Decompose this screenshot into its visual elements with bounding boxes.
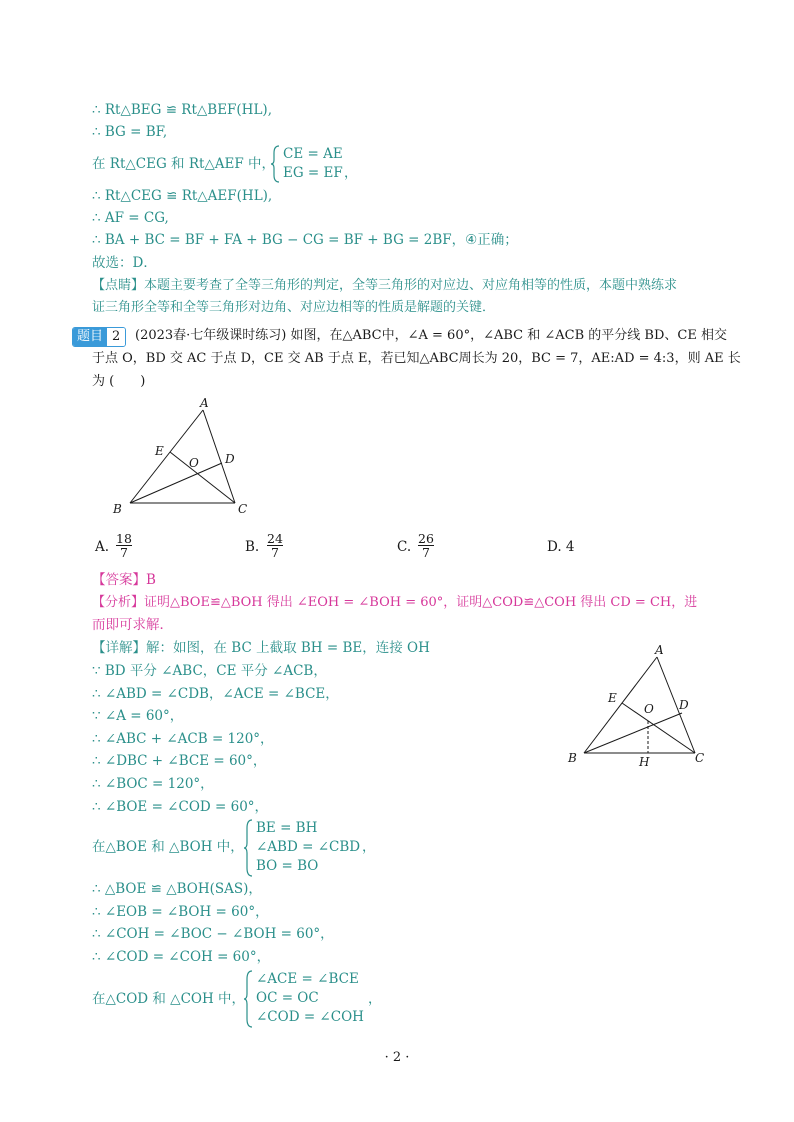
answer: 【答案】B: [92, 572, 156, 588]
option-c-numerator: 26: [418, 531, 434, 546]
proof-line-6: ∴ BA + BC = BF + FA + BG − CG = BF + BG = 2BF，④正确；: [92, 232, 518, 248]
detail-line-1: 【详解】解：如图，在 BC 上截取 BH = BE，连接 OH: [92, 640, 430, 656]
detail-line-7: ∴ ∠BOC = 120°，: [92, 776, 214, 792]
brace-system-3: [244, 970, 254, 1028]
fig2-label-B: B: [568, 751, 577, 765]
proof-line-2: ∴ BG = BF,: [92, 124, 168, 140]
problem-tag-number: 2: [107, 328, 125, 346]
system-1-eq-1: CE = AE: [283, 146, 343, 162]
problem-line-3: 为 ( ): [92, 374, 146, 389]
brace-system-1: [271, 145, 281, 183]
option-b[interactable]: [245, 538, 259, 556]
system-2-eq-3: BO = BO: [256, 858, 319, 874]
analysis-line-2: 而即可求解．: [92, 617, 173, 633]
problem-tag: [72, 327, 126, 347]
hint-line-1: 【点睛】本题主要考查了全等三角形的判定，全等三角形的对应边、对应角相等的性质，本题中熟练求: [92, 278, 678, 293]
fig2-label-A: A: [655, 643, 664, 657]
brace-system-2: [244, 819, 254, 877]
fig2-label-E: E: [608, 691, 617, 705]
option-c-prefix: C.: [397, 539, 412, 555]
system-1-suffix: ，: [344, 165, 358, 181]
option-c[interactable]: [397, 538, 411, 556]
proof-line-7: 故选：D．: [92, 255, 157, 271]
option-c-fraction: [418, 532, 434, 559]
fig2-label-H: H: [639, 755, 650, 769]
detail2-line-3: ∴ ∠COH = ∠BOC − ∠BOH = 60°，: [92, 926, 334, 942]
system-1-eq-2: EG = EF: [283, 165, 343, 181]
fig1-label-A: A: [200, 396, 209, 410]
system-2-suffix: ，: [362, 839, 376, 855]
problem-line-1: (2023春·七年级课时练习) 如图，在△ABC中，∠A = 60°，∠ABC 和 ∠ACB 的平分线 BD、CE 相交: [135, 328, 727, 343]
problem-tag-label: 题目: [73, 328, 107, 346]
option-a[interactable]: [95, 538, 109, 556]
detail-line-4: ∵ ∠A = 60°，: [92, 708, 184, 724]
detail-line-6: ∴ ∠DBC + ∠BCE = 60°，: [92, 753, 267, 769]
analysis-line-1: 【分析】证明△BOE≌△BOH 得出 ∠EOH = ∠BOH = 60°，证明△COD≌△COH 得出 CD = CH，进: [92, 595, 698, 610]
system-2-prefix: 在△BOE 和 △BOH 中，: [92, 839, 244, 855]
fig2-label-C: C: [695, 751, 705, 765]
detail-line-8: ∴ ∠BOE = ∠COD = 60°，: [92, 799, 269, 815]
page-number: · 2 ·: [384, 1050, 410, 1065]
detail-line-3: ∴ ∠ABD = ∠CDB，∠ACE = ∠BCE，: [92, 686, 339, 702]
fig2-label-O: O: [644, 702, 654, 716]
fig1-label-E: E: [155, 444, 164, 458]
detail-line-2: ∵ BD 平分 ∠ABC，CE 平分 ∠ACB，: [92, 663, 327, 679]
option-a-prefix: A.: [95, 539, 110, 555]
system-2-eq-2: ∠ABD = ∠CBD: [256, 839, 361, 855]
system-2-eq-1: BE = BH: [256, 820, 318, 836]
option-b-numerator: 24: [267, 531, 283, 546]
system-3-eq-3: ∠COD = ∠COH: [256, 1009, 364, 1025]
option-c-denominator: 7: [422, 545, 430, 560]
system-3-eq-2: OC = OC: [256, 990, 319, 1006]
detail2-line-2: ∴ ∠EOB = ∠BOH = 60°，: [92, 904, 269, 920]
option-a-numerator: 18: [116, 531, 132, 546]
fig2-label-D: D: [679, 698, 689, 712]
proof-line-1: ∴ Rt△BEG ≌ Rt△BEF(HL),: [92, 102, 272, 118]
detail2-line-1: ∴ △BOE ≌ △BOH(SAS)，: [92, 881, 262, 897]
fig1-label-O: O: [189, 456, 199, 470]
option-a-denominator: 7: [120, 545, 128, 560]
system-3-eq-1: ∠ACE = ∠BCE: [256, 971, 359, 987]
proof-line-3: 在 Rt△CEG 和 Rt△AEF 中，: [92, 156, 276, 172]
proof-line-4: ∴ Rt△CEG ≌ Rt△AEF(HL),: [92, 188, 273, 204]
fig1-label-B: B: [113, 502, 122, 516]
problem-line-2: 于点 O，BD 交 AC 于点 D，CE 交 AB 于点 E，若已知△ABC周长为 20，BC = 7，AE:AD = 4:3，则 AE 长: [92, 351, 741, 366]
triangle-figure-2: [562, 640, 722, 770]
detail2-line-4: ∴ ∠COD = ∠COH = 60°，: [92, 949, 271, 965]
system-3-prefix: 在△COD 和 △COH 中，: [92, 991, 246, 1007]
option-a-fraction: [116, 532, 132, 559]
fig1-label-D: D: [225, 452, 235, 466]
proof-line-5: ∴ AF = CG,: [92, 210, 169, 226]
option-b-denominator: 7: [271, 545, 279, 560]
option-b-fraction: [267, 532, 283, 559]
option-d[interactable]: D. 4: [547, 539, 575, 555]
option-b-prefix: B.: [245, 539, 260, 555]
hint-line-2: 证三角形全等和全等三角形对边角、对应边相等的性质是解题的关键．: [92, 300, 496, 315]
triangle-figure-1: [105, 395, 265, 520]
fig1-label-C: C: [238, 502, 248, 516]
system-3-suffix: ，: [368, 991, 382, 1007]
detail-line-5: ∴ ∠ABC + ∠ACB = 120°，: [92, 731, 274, 747]
